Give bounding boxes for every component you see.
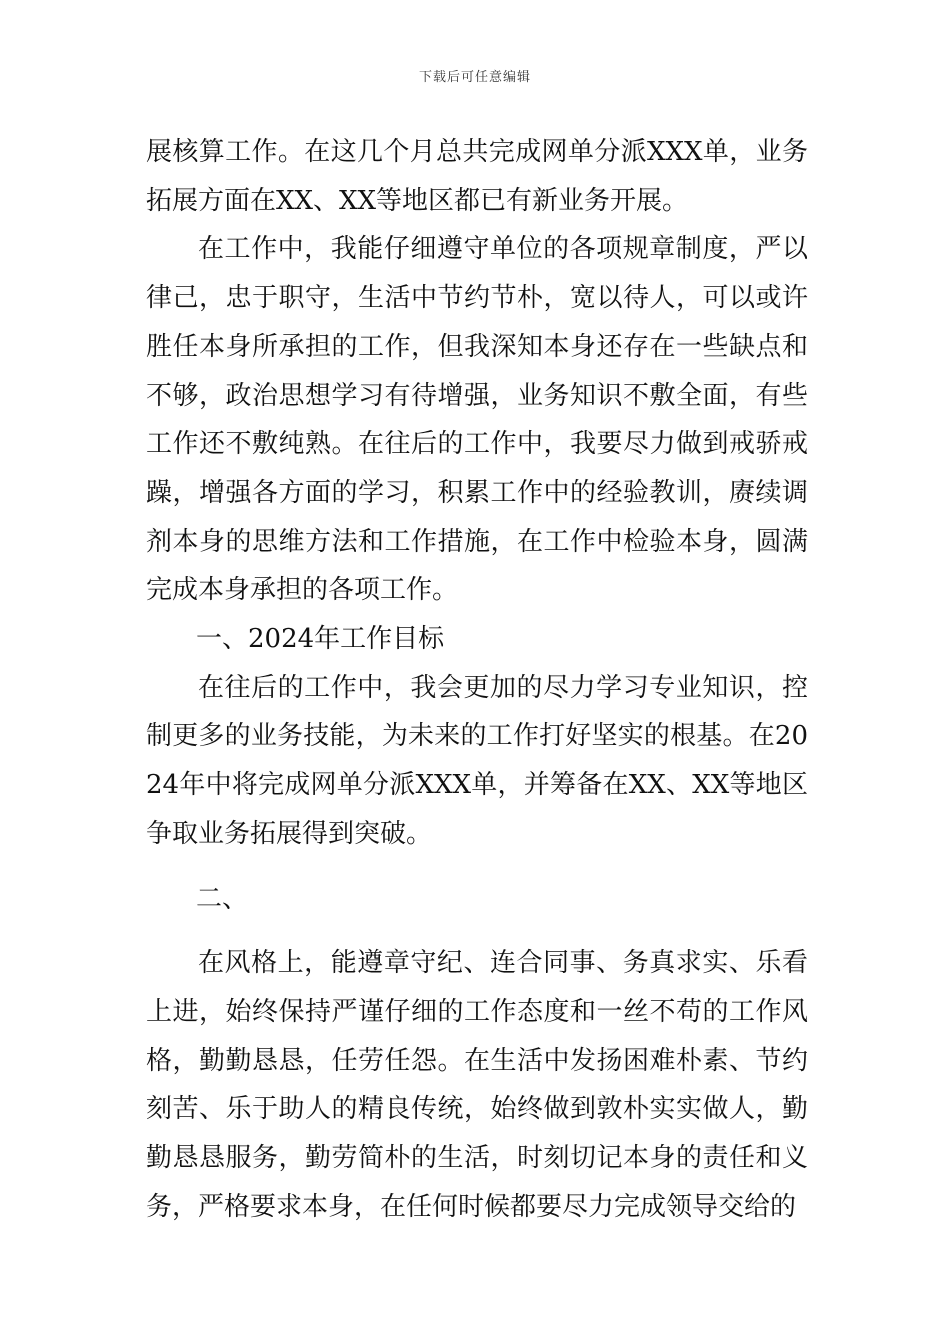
section-heading-1: 一、2024年工作目标 <box>196 624 445 655</box>
paragraph-spacer <box>146 859 808 875</box>
paragraph-1: 展核算工作。在这几个月总共完成网单分派XXX单，业务拓展方面在XX、XX等地区都已有新业务开展。 <box>146 137 808 216</box>
paragraph-2: 在工作中，我能仔细遵守单位的各项规章制度，严以律己，忠于职守，生活中节约节朴，宽以待人，可以或许胜任本身所承担的工作，但我深知本身还存在一些缺点和不够，政治思想学习有待增强，业务知识不敷全面，有些工作还不敷纯熟。在往后的工作中，我要尽力做到戒骄戒躁，增强各方面的学习，积累工作中的经验教训，赓续调剂本身的思维方法和工作措施，在工作中检验本身，圆满完成本身承担的各项工作。 <box>146 234 808 606</box>
document-body <box>146 128 808 1231</box>
paragraph-spacer <box>146 923 808 939</box>
section-heading-2: 二、 <box>196 883 249 914</box>
paragraph-4: 在风格上，能遵章守纪、连合同事、务真求实、乐看上进，始终保持严谨仔细的工作态度和一丝不苟的工作风格，勤勤恳恳，任劳任怨。在生活中发扬困难朴素、节约刻苦、乐于助人的精良传统，始终做到敦朴实实做人，勤勤恳恳服务，勤劳简朴的生活，时刻切记本身的责任和义务，严格要求本身，在任何时候都要尽力完成领导交给的 <box>146 948 808 1222</box>
header-note: 下载后可任意编辑 <box>418 70 531 85</box>
paragraph-3: 在往后的工作中，我会更加的尽力学习专业知识，控制更多的业务技能，为未来的工作打好坚实的根基。在2024年中将完成网单分派XXX单，并筹备在XX、XX等地区争取业务拓展得到突破。 <box>146 672 808 849</box>
